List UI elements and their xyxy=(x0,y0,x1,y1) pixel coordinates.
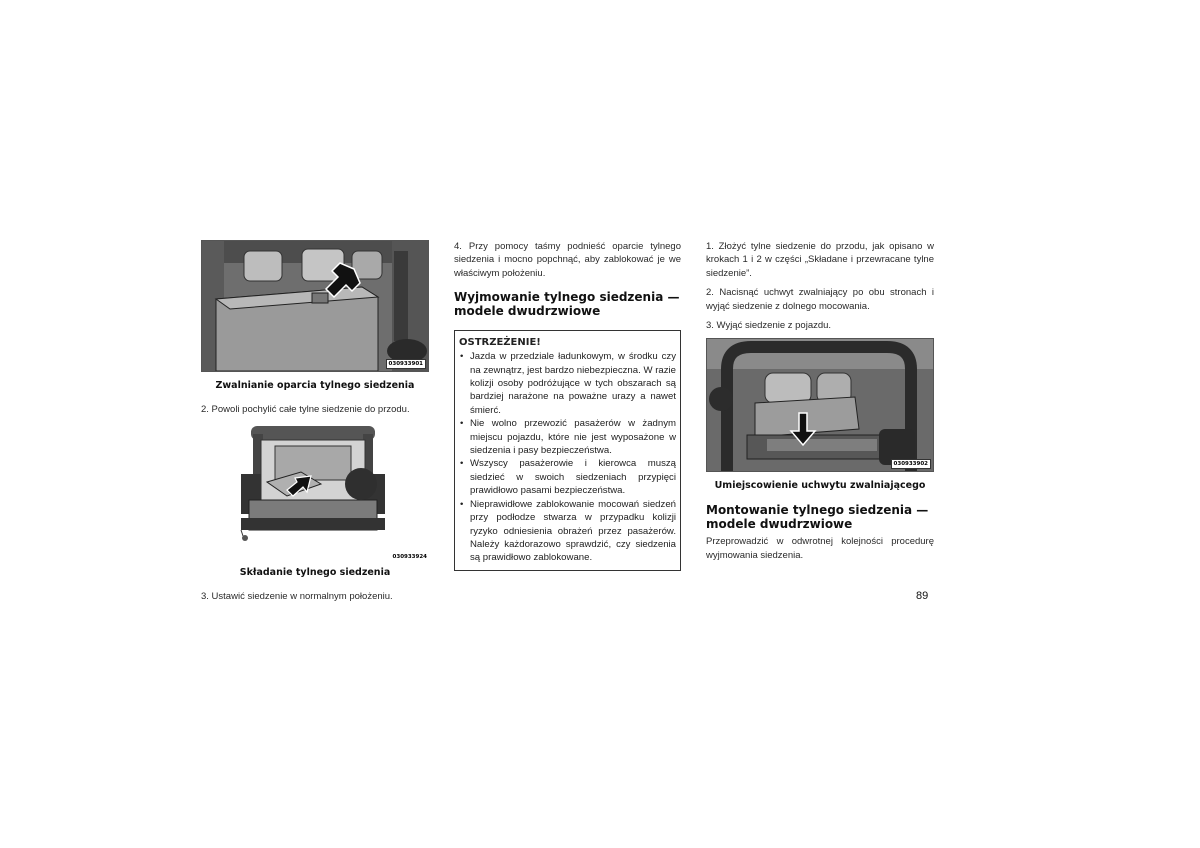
warning-item: • Nie wolno przewozić pasażerów w żadnym miejscu pojazdu, które nie jest wyposażone w siedzenia i pasy bezpieczeństwa. xyxy=(459,417,676,457)
warning-list xyxy=(459,350,676,565)
figure-caption: Zwalnianie oparcia tylnego siedzenia xyxy=(215,380,415,391)
warning-item: • Wszyscy pasażerowie i kierowca muszą siedzieć w swoich siedzeniach przypięci prawidłowo pasami bezpieczeństwa. xyxy=(459,457,676,497)
figure-caption: Umiejscowienie uchwytu zwalniającego xyxy=(714,480,926,492)
figure-caption: Składanie tylnego siedzenia xyxy=(239,567,391,579)
folding-seat-illustration xyxy=(201,424,429,546)
step-text: 4. Przy pomocy taśmy podnieść oparcie tylnego siedzenia i mocno popchnąć, aby zablokować je we właściwym położeniu. xyxy=(454,241,681,279)
figure-release-handle xyxy=(706,338,934,472)
seatback-release-illustration xyxy=(202,241,428,371)
left-column xyxy=(201,240,429,610)
section-heading: Wyjmowanie tylnego siedzenia — modele dwudrzwiowe xyxy=(454,290,680,319)
warning-item: • Nieprawidłowe zablokowanie mocowań siedzeń przy podłodze stwarza w przypadku kolizji ryzyko odniesienia obrażeń przez pasażerów. Należy każdorazowo sprawdzić, czy siedzenia są prawidłowo zablokowane. xyxy=(459,498,676,565)
warning-title: OSTRZEŻENIE! xyxy=(459,337,541,349)
step-text: 2. Nacisnąć uchwyt zwalniający po obu stronach i wyjąć siedzenie z dolnego mocowania. xyxy=(706,287,934,312)
section-heading: Montowanie tylnego siedzenia — modele dwudrzwiowe xyxy=(706,503,929,532)
warning-box xyxy=(454,330,681,571)
figure-folding-seat xyxy=(201,424,429,561)
figure-code: 030933901 xyxy=(386,359,426,369)
warning-item: • Jazda w przedziale ładunkowym, w środku czy na zewnątrz, jest bardzo niebezpieczna. W razie kolizji osoby podróżujące w tych obszarach są bardziej narażone na poważne urazy a nawet śmierć. xyxy=(459,350,676,417)
step-text: 3. Ustawić siedzenie w normalnym położeniu. xyxy=(201,591,393,603)
body-text: Przeprowadzić w odwrotnej kolejności procedurę wyjmowania siedzenia. xyxy=(706,536,934,561)
figure-code: 030933924 xyxy=(201,553,429,561)
step-text: 1. Złożyć tylne siedzenie do przodu, jak opisano w krokach 1 i 2 w części „Składane i przewracane tylne siedzenie”. xyxy=(706,241,934,279)
figure-code: 030933902 xyxy=(891,459,931,469)
right-column xyxy=(706,240,934,568)
step-text: 3. Wyjąć siedzenie z pojazdu. xyxy=(706,320,832,332)
release-handle-illustration xyxy=(707,339,933,471)
figure-seatback-release xyxy=(201,240,429,372)
step-text: 2. Powoli pochylić całe tylne siedzenie do przodu. xyxy=(201,404,410,415)
page-number: 89 xyxy=(916,590,929,602)
middle-column xyxy=(454,240,681,571)
